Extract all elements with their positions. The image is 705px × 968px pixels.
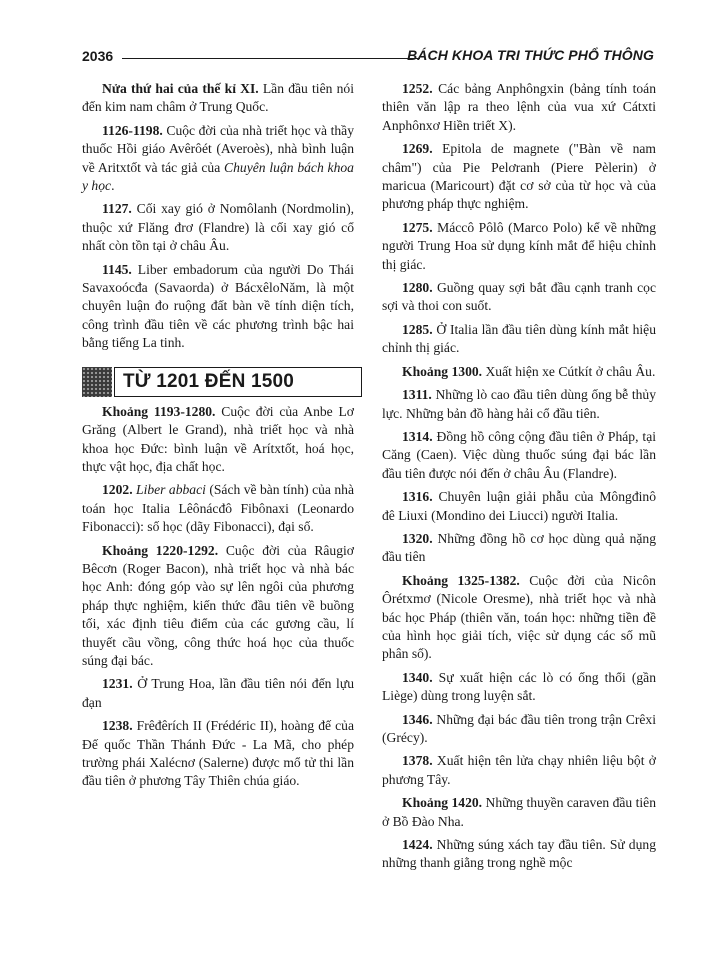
entry: 1285. Ở Italia lần đầu tiên dùng kính mắt hiệu chỉnh thị giác. bbox=[382, 321, 656, 356]
entry: Nửa thứ hai của thế kỉ XI. Lần đầu tiên nói đến kim nam châm ở Trung Quốc. bbox=[82, 81, 354, 115]
entry: Khoảng 1420. Những thuyền caraven đầu tiên ở Bồ Đào Nha. bbox=[382, 795, 656, 829]
entry: Khoảng 1300. Xuất hiện xe Cútkít ở châu Âu. bbox=[402, 363, 656, 379]
entry: Khoảng 1325-1382. Cuộc đời của Nicôn Ôrétxmơ (Nicole Oresme), nhà triết học và nhà bác học Pháp (thiên văn, toán học: những tiền đề của hình học giải tích, việc sử dụng các số mũ phân số). bbox=[382, 572, 656, 662]
entry: 1314. Đồng hồ công cộng đầu tiên ở Pháp, tại Căng (Caen). Việc dùng thuốc súng đại bác lần đầu tiên được nói đến ở châu Âu (Flandre). bbox=[382, 428, 656, 481]
entry: Khoảng 1220-1292. Cuộc đời của Râugiơ Bêcơn (Roger Bacon), nhà triết học và nhà bác học Anh: đóng góp vào sự lên ngôi của phương pháp thực nghiệm, kiến thức đầu tiên về buồng tối, xác định tiêu điểm của các gương cầu, lí thuyết cầu vồng, công thức hoá học của thuốc súng đại bác. bbox=[82, 542, 354, 668]
entry: 1311. Những lò cao đầu tiên dùng ống bễ thủy lực. Những bản đồ hàng hải cổ đầu tiên. bbox=[382, 387, 656, 421]
entry: 1378. Xuất hiện tên lửa chạy nhiên liệu bột ở phương Tây. bbox=[382, 753, 656, 787]
entry: 1424. Những súng xách tay đầu tiên. Sử dụng những thanh giằng trong nghề mộc bbox=[382, 837, 656, 871]
entry: 1252. Các bảng Anphôngxin (bảng tính toán thiên văn lập ra theo lệnh của vua xứ Cátxti Anphônxơ Hiền triết X). bbox=[382, 81, 656, 133]
entry: 1202. Liber abbaci (Sách về bàn tính) của nhà toán học Italia Lêônácđô Fibônaxi (Leonardo Fibonacci): số học (dãy Fibonacci), đại số. bbox=[82, 482, 354, 535]
entry: 1231. Ở Trung Hoa, lần đầu tiên nói đến lựu đạn bbox=[82, 676, 354, 710]
entry: 1320. Những đồng hồ cơ học dùng quả nặng đầu tiên bbox=[382, 530, 656, 565]
entry: 1127. Cối xay gió ở Nomôlanh (Nordmolin), thuộc xứ Flăng đrơ (Flandre) là cối xay gió cổ nhất còn tồn tại ở châu Âu. bbox=[82, 201, 354, 254]
entry: 1275. Máccô Pôlô (Marco Polo) kể về những người Trung Hoa sử dụng kính mắt để hiệu chỉnh thị giác. bbox=[382, 219, 656, 272]
header-rule bbox=[122, 58, 420, 59]
entry: 1126-1198. Cuộc đời của nhà triết học và thầy thuốc Hồi giáo Avêrôét (Averoès), nhà bình luận về Aritxtốt và tác giả của Chuyên luận bách khoa y học. bbox=[82, 122, 354, 194]
section-heading bbox=[82, 367, 354, 401]
running-title: BÁCH KHOA TRI THỨC PHỔ THÔNG bbox=[407, 47, 654, 63]
page-number: 2036 bbox=[82, 48, 114, 64]
left-column bbox=[82, 80, 354, 796]
entry: Khoảng 1193-1280. Cuộc đời của Anbe Lơ Grăng (Albert le Grand), nhà triết học và nhà khoa học Đức: bình luận về Arítxtốt, hoá học, thực vật học, địa chất học. bbox=[82, 403, 354, 474]
section-title: TỪ 1201 ĐẾN 1500 bbox=[114, 367, 362, 397]
entry: 1280. Guồng quay sợi bắt đầu cạnh tranh cọc sợi và thoi con suốt. bbox=[382, 280, 656, 314]
section-ornament bbox=[82, 367, 112, 397]
entry: 1340. Sự xuất hiện các lò có ống thổi (gần Liège) dùng trong luyện sắt. bbox=[382, 669, 656, 704]
entry: 1145. Liber embadorum của người Do Thái Savaxoócđa (Savaorda) ở BácxêloNăm, là một chuyên luận đo ruộng đất bàn về tính diện tích, công trình đầu tiên về các phương trình bậc hai bằng tiếng La tinh. bbox=[82, 261, 354, 351]
right-column bbox=[382, 80, 656, 878]
page-header bbox=[82, 46, 654, 68]
entry: 1346. Những đại bác đầu tiên trong trận Crêxi (Grécy). bbox=[382, 711, 656, 745]
entry: 1316. Chuyên luận giải phẫu của Môngđinô đê Liuxi (Mondino dei Liucci) người Italia. bbox=[382, 489, 656, 523]
entry: 1269. Epitola de magnete ("Bàn về nam châm") của Pie Pelơranh (Piere Pèlerin) ở maricua (Maricourt) đặt cơ sở của từ học và của phương pháp thực nghiệm. bbox=[382, 141, 656, 212]
entry: 1238. Frêđêrích II (Frédéric II), hoàng đế của Đế quốc Thần Thánh Đức - La Mã, cho phép trường phái Xalécnơ (Salerne) được mổ tử thi lần đầu tiên ở phương Tây Thiên chúa giáo. bbox=[82, 718, 354, 789]
